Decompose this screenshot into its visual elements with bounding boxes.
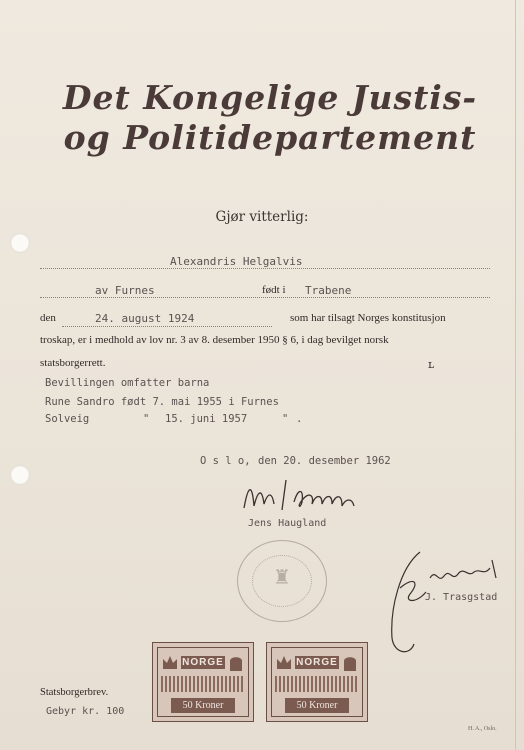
fee-stamp-1-band (161, 676, 245, 692)
children-heading: Bevillingen omfatter barna (45, 377, 210, 389)
issue-date: den 20. desember 1962 (258, 455, 391, 467)
fee-stamp-1 (152, 642, 254, 722)
fee-amount: Gebyr kr. 100 (46, 706, 125, 717)
fee-stamp-1-crown-icon (161, 653, 179, 673)
child-2-ditto-2: " (282, 413, 289, 425)
born-label: født i (262, 284, 286, 296)
person-origin: av Furnes (95, 284, 155, 297)
fee-heading: Statsborgerbrev. (40, 687, 109, 698)
fee-stamp-2-band (275, 676, 359, 692)
minister-signature (238, 476, 368, 516)
signatory-2-name: J. Trasgstad (425, 592, 498, 603)
punch-hole-bottom (10, 465, 30, 485)
body-line3: statsborgerrett. (40, 357, 106, 369)
issue-place: O s l o, (200, 455, 251, 467)
signatory-1-name: Jens Haugland (248, 518, 327, 529)
child-1: Rune Sandro født 7. mai 1955 i Furnes (45, 396, 279, 408)
fee-stamp-2-lion-icon (341, 653, 359, 673)
fee-stamp-2-crown-icon (275, 653, 293, 673)
origin-underline (40, 297, 490, 298)
secretary-signature (380, 548, 505, 660)
fee-stamp-2 (266, 642, 368, 722)
document-title-line1: Det Kongelige Justis- (62, 78, 478, 117)
printer-mark: H. A., Oslo. (468, 726, 497, 732)
fee-stamp-1-amount: 50 Kroner (171, 698, 235, 713)
birthdate-underline (62, 326, 272, 327)
fee-stamp-2-country: NORGE (296, 657, 338, 668)
child-2-ditto-1: " (143, 413, 150, 425)
body-line1-tail: som har tilsagt Norges konstitusjon (290, 312, 446, 324)
child-2-dot: . (296, 413, 303, 425)
fee-stamp-2-amount: 50 Kroner (285, 698, 349, 713)
birth-date: 24. august 1924 (95, 312, 195, 325)
birthplace: Trabene (305, 284, 352, 297)
den-label: den (40, 312, 56, 324)
official-seal (237, 540, 327, 622)
fee-stamp-1-country: NORGE (182, 657, 224, 668)
body-line2: troskap, er i medhold av lov nr. 3 av 8. desember 1950 § 6, i dag bevilget norsk (40, 334, 389, 346)
pen-tick-mark: ʟ (428, 358, 434, 371)
fee-stamp-1-lion-icon (227, 653, 245, 673)
intro-text: Gjør vitterlig: (215, 209, 309, 225)
document-title-line2: og Politidepartement (63, 118, 477, 157)
child-2-name: Solveig (45, 413, 90, 425)
child-2-date: 15. juni 1957 (165, 413, 248, 425)
person-name: Alexandris Helgalvis (170, 255, 303, 268)
seal-lion-icon: ♜ (273, 565, 291, 589)
punch-hole-top (10, 233, 30, 253)
name-underline (40, 268, 490, 269)
paper-fold-line (515, 0, 516, 750)
